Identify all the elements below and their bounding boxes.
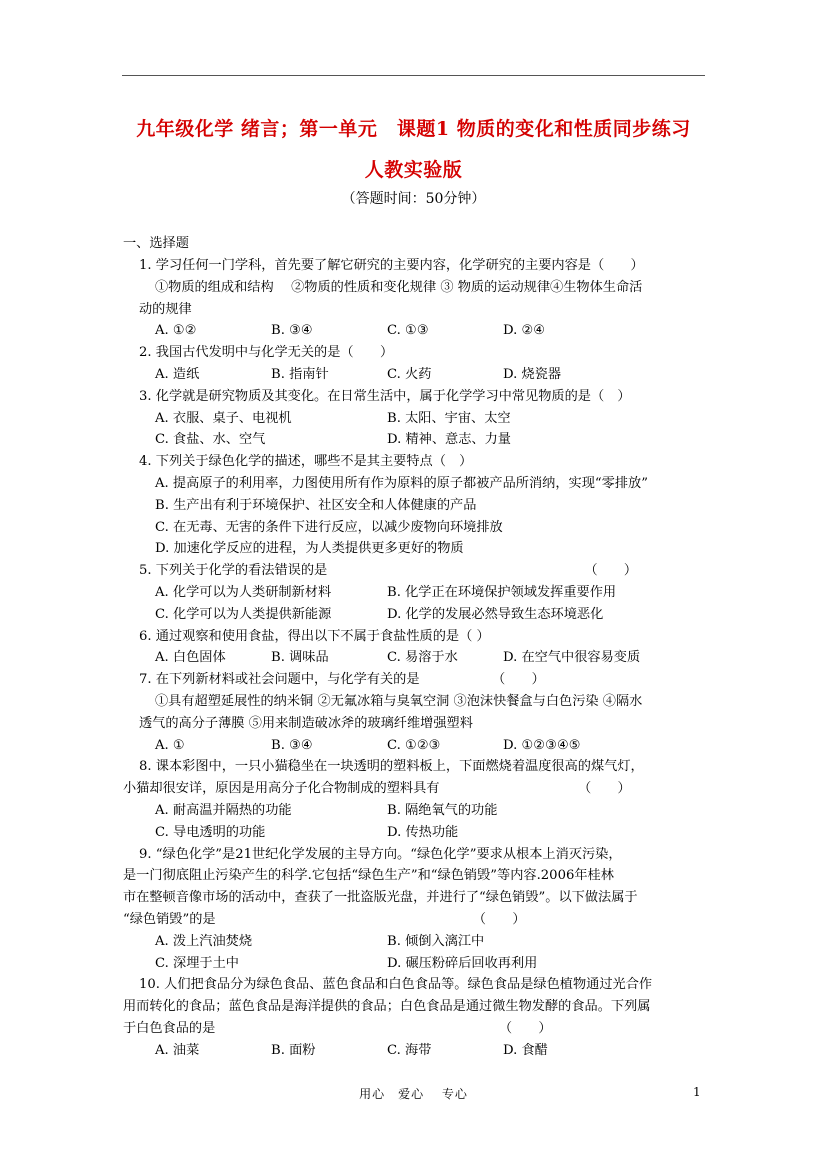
question-stem: 1. 学习任何一门学科，首先要了解它研究的主要内容，化学研究的主要内容是（ ） (139, 258, 644, 273)
answer-option: B. 隔绝氧气的功能 (387, 803, 498, 818)
question-stem: 是一门彻底阻止污染产生的科学.它包括“绿色生产”和“绿色销毁”等内容.2006年桂林 (123, 868, 614, 884)
question-stem: 8. 课本彩图中，一只小猫稳坐在一块透明的塑料板上，下面燃烧着温度很高的煤气灯， (139, 759, 644, 775)
answer-option: C. 导电透明的功能 (155, 824, 266, 840)
answer-option: A. 提高原子的利用率，力图使用所有作为原料的原子都被产品所消纳，实现“零排放” (155, 476, 648, 491)
footer-motto: 用心 爱心 专心 (359, 1087, 468, 1101)
question-stem: 10. 人们把食品分为绿色食品、蓝色食品和白色食品等。绿色食品是绿色植物通过光合作 (139, 977, 653, 993)
answer-option: B. 化学正在环境保护领域发挥重要作用 (387, 585, 617, 600)
answer-option: B. ③④ (271, 737, 313, 753)
answer-option: B. ③④ (271, 323, 313, 339)
header-rule (122, 75, 705, 76)
answer-option: D. 化学的发展必然导致生态环境恶化 (387, 606, 604, 622)
answer-option: C. 化学可以为人类提供新能源 (155, 606, 332, 622)
section-heading: 一、选择题 (123, 236, 189, 251)
answer-option: A. 造纸 (155, 367, 200, 382)
answer-option: C. ①②③ (387, 737, 441, 753)
question-stem: 2. 我国古代发明中与化学无关的是（ ） (139, 345, 394, 361)
answer-option: B. 倾倒入漓江中 (387, 933, 485, 949)
answer-option: D. 碾压粉碎后回收再利用 (387, 955, 538, 971)
question-stem: 9. “绿色化学”是21世纪化学发展的主导方向。“绿色化学”要求从根本上消灭污染， (139, 846, 622, 862)
answer-option: D. 精神、意志、力量 (387, 432, 511, 448)
answer-option: D. 烧瓷器 (503, 367, 562, 382)
page-number: 1 (693, 1085, 701, 1099)
question-stem: 7. 在下列新材料或社会问题中，与化学有关的是 （ ） (139, 672, 545, 688)
question-stem: 3. 化学就是研究物质及其变化。在日常生活中，属于化学学习中常见物质的是（ ） (139, 388, 631, 404)
answer-option: C. 深埋于土中 (155, 955, 239, 971)
answer-option: B. 指南针 (271, 367, 329, 382)
answer-option: A. 泼上汽油焚烧 (155, 933, 253, 949)
question-stem: 6. 通过观察和使用食盐，得出以下不属于食盐性质的是（ ） (139, 628, 490, 644)
answer-option: A. 白色固体 (155, 650, 226, 666)
question-statements: ①具有超塑延展性的纳米铜 ②无氟冰箱与臭氧空洞 ③泡沫快餐盒与白色污染 ④隔水 (155, 694, 643, 709)
answer-option: B. 面粉 (271, 1042, 316, 1058)
question-stem: 小猫却很安详，原因是用高分子化合物制成的塑料具有 （ ） (123, 781, 631, 797)
answer-option: D. 传热功能 (387, 824, 459, 840)
document-title-line2: 人教实验版 (364, 159, 463, 181)
answer-time: （答题时间：50分钟） (341, 191, 486, 207)
question-stem: 5. 下列关于化学的看法错误的是 （ ） (139, 563, 638, 579)
question-stem: “绿色销毁”的是 （ ） (123, 912, 526, 927)
answer-option: D. ①②③④⑤ (503, 737, 581, 753)
answer-option: C. 食盐、水、空气 (155, 432, 266, 448)
answer-option: D. 在空气中很容易变质 (503, 650, 641, 666)
answer-option: A. 耐高温并隔热的功能 (155, 803, 292, 818)
answer-option: B. 太阳、宇宙、太空 (387, 410, 511, 426)
question-stem: 用而转化的食品；蓝色食品是海洋提供的食品；白色食品是通过微生物发酵的食品。下列属 (123, 999, 651, 1015)
answer-option: A. 衣服、桌子、电视机 (155, 410, 292, 426)
answer-option: C. 在无毒、无害的条件下进行反应，以减少废物向环境排放 (155, 519, 503, 535)
answer-option: B. 调味品 (271, 650, 329, 666)
answer-option: D. 加速化学反应的进程，为人类提供更多更好的物质 (155, 541, 464, 557)
question-stem: 市在整顿音像市场的活动中，查获了一批盗版光盘，并进行了“绿色销毁”。以下做法属于 (123, 890, 638, 906)
question-statements: 动的规律 (139, 301, 192, 317)
answer-option: C. 火药 (387, 367, 432, 382)
answer-option: A. ①② (155, 323, 197, 339)
answer-option: C. 易溶于水 (387, 650, 458, 666)
question-stem: 4. 下列关于绿色化学的描述，哪些不是其主要特点（ ） (139, 454, 473, 470)
answer-option: B. 生产出有利于环境保护、社区安全和人体健康的产品 (155, 497, 477, 513)
answer-option: D. 食醋 (503, 1042, 548, 1058)
answer-option: A. 化学可以为人类研制新材料 (155, 585, 332, 600)
document-title: 九年级化学 绪言；第一单元 课题1 物质的变化和性质同步练习 (136, 118, 691, 140)
answer-option: D. ②④ (503, 323, 546, 339)
question-statements: ①物质的组成和结构 ②物质的性质和变化规律 ③ 物质的运动规律④生物体生命活 (155, 279, 643, 295)
answer-option: A. ① (155, 737, 185, 753)
question-statements: 透气的高分子薄膜 ⑤用来制造破冰斧的玻璃纤维增强塑料 (139, 715, 473, 731)
answer-option: A. 油菜 (155, 1042, 200, 1058)
answer-option: C. ①③ (387, 323, 429, 339)
question-stem: 于白色食品的是 （ ） (123, 1021, 552, 1036)
answer-option: C. 海带 (387, 1042, 432, 1058)
